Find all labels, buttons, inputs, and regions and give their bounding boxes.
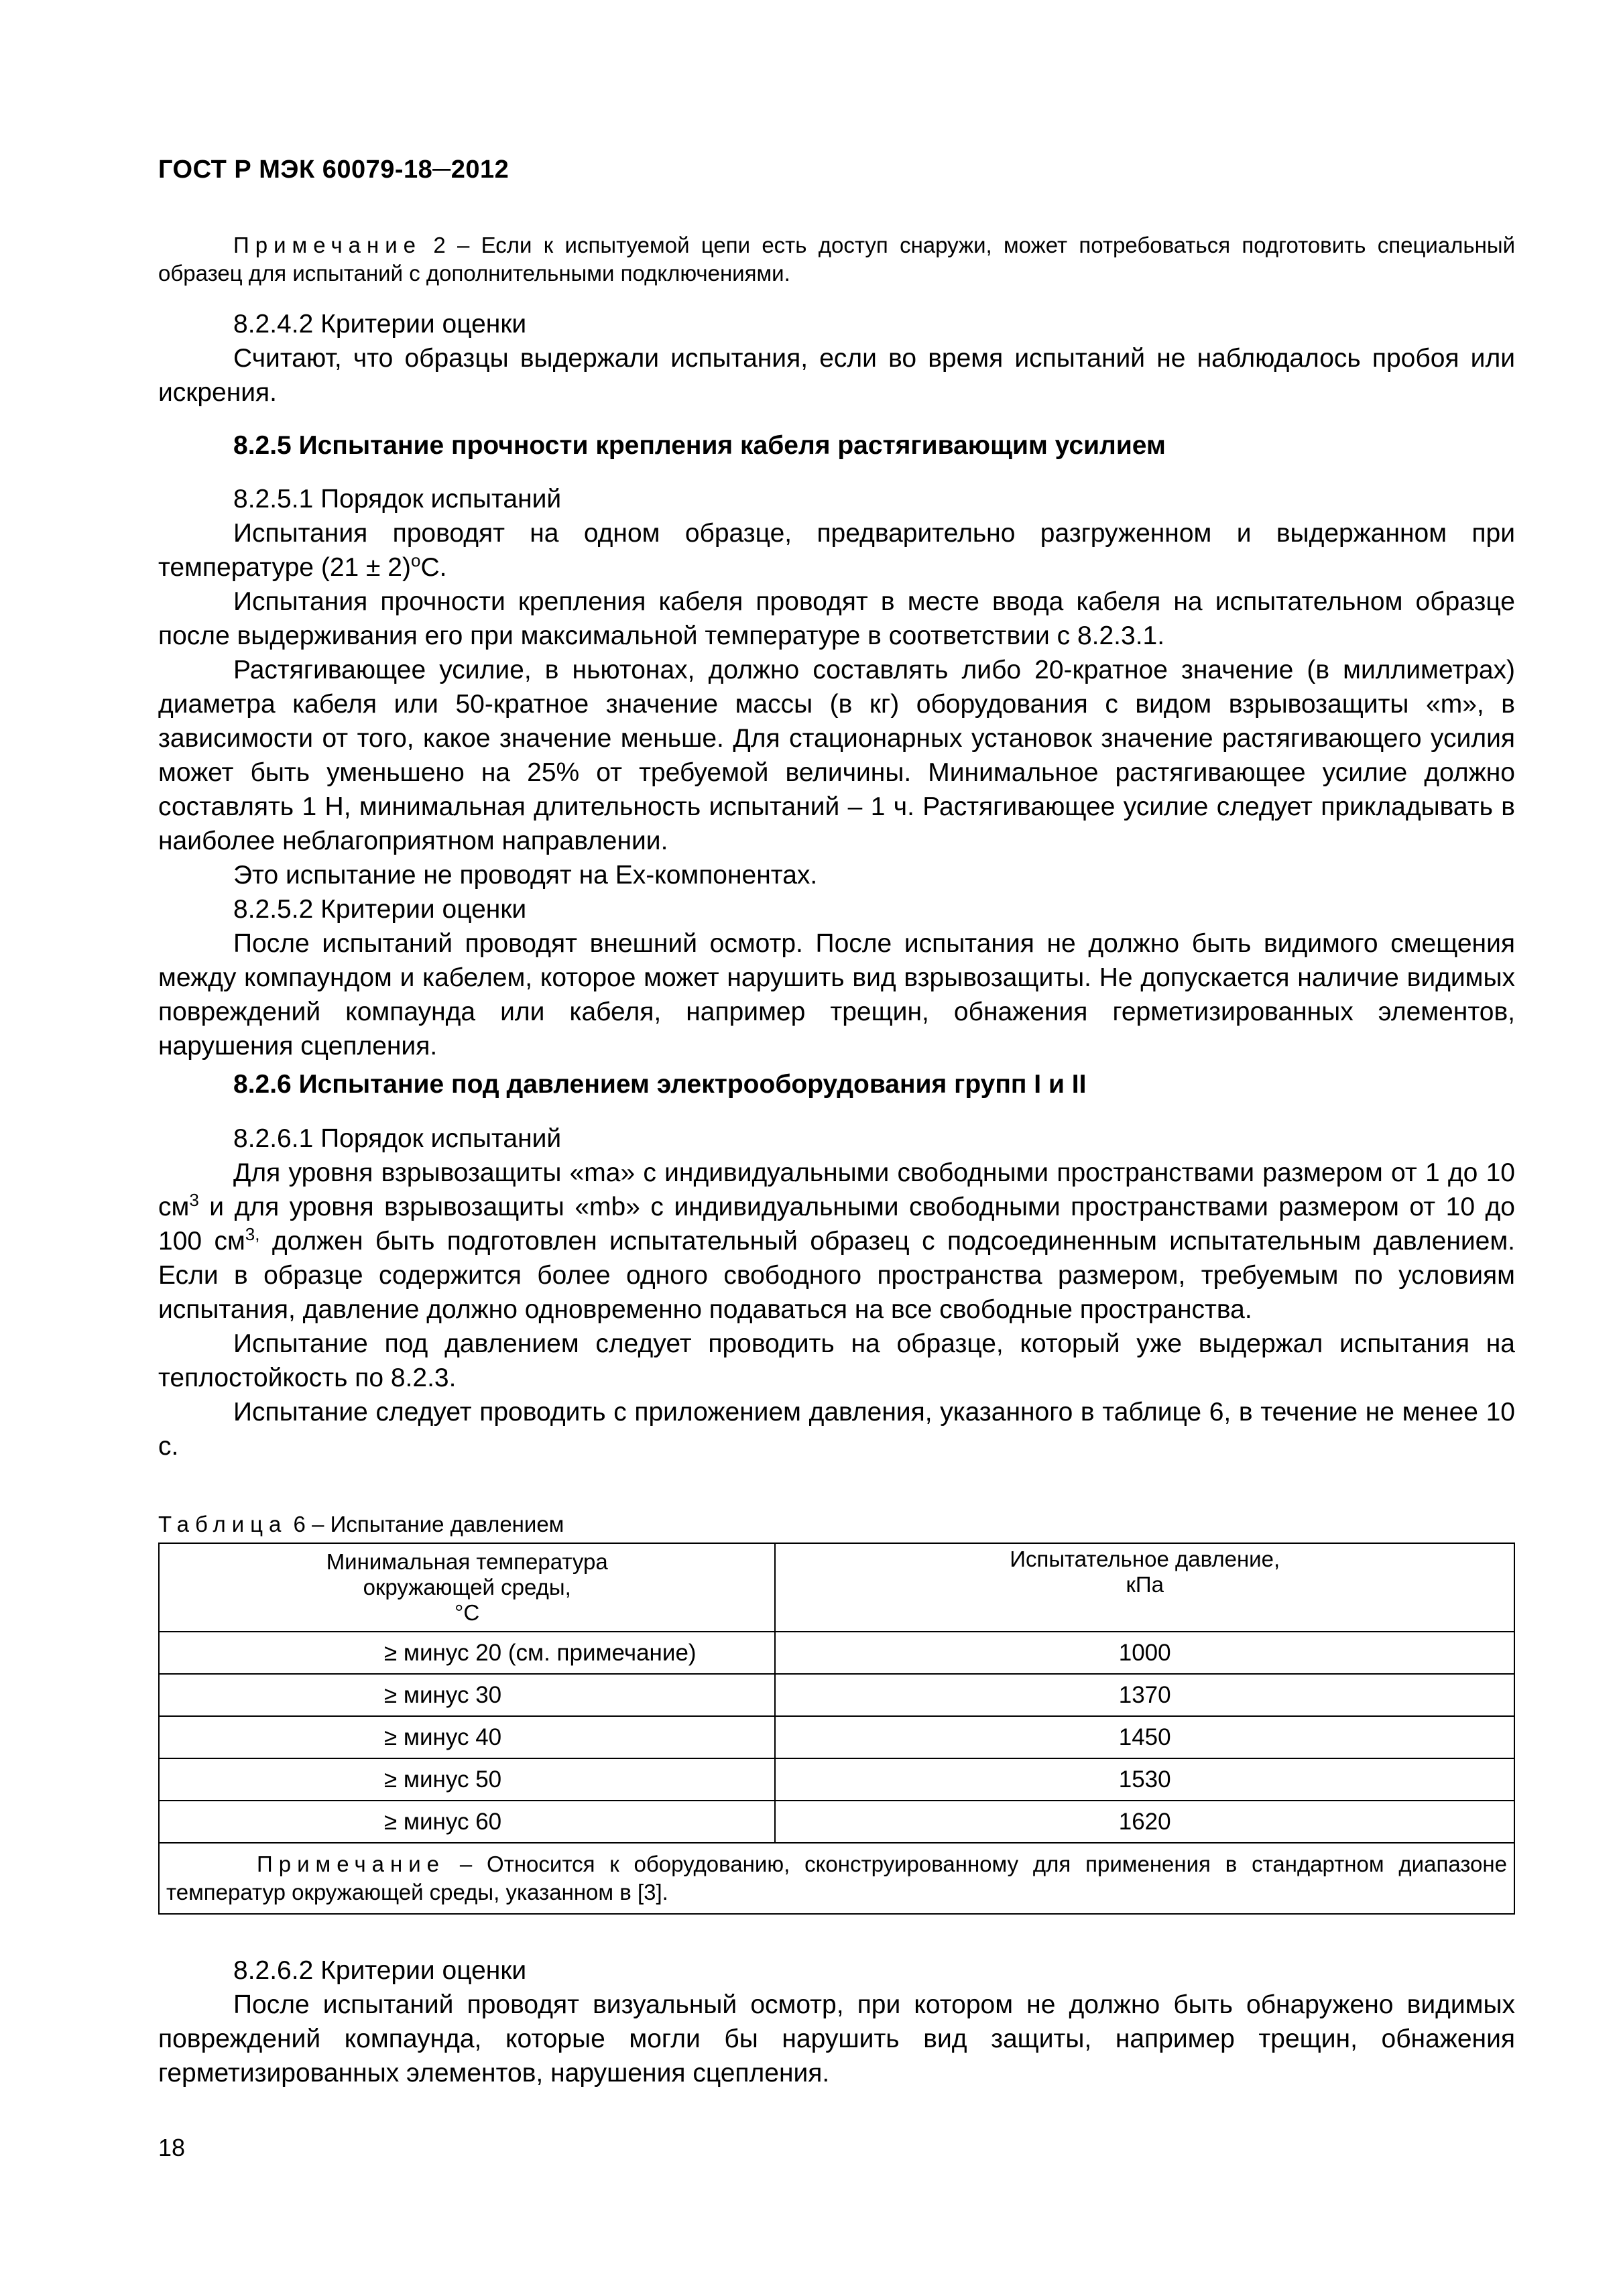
table-row: ≥ минус 40 1450: [159, 1716, 1514, 1758]
section-heading: 8.2.6 Испытание под давлением электрооборудования групп I и II: [233, 1070, 1087, 1099]
section-8-2-6-2: [158, 1953, 1515, 2090]
paragraph: Считают, что образцы выдержали испытания, если во время испытаний не наблюдалось пробоя или искрения.: [158, 344, 1515, 407]
paragraph: Испытания проводят на одном образце, предварительно разгруженном и выдержанном при температуре $(21 \pm 2)^оС$.: [158, 519, 1515, 582]
page-number: 18: [158, 2134, 186, 2161]
note-2: [158, 231, 1515, 288]
paragraph: Испытание следует проводить с приложением давления, указанного в таблице 6, в течение не менее 10 с.: [158, 1398, 1515, 1461]
subsection-heading: 8.2.5.1 Порядок испытаний: [233, 485, 562, 513]
subsection-heading: 8.2.6.2 Критерии оценки: [233, 1956, 527, 1985]
table-caption: Таблица 6 – Испытание давлением: [158, 1512, 564, 1536]
table-note: Примечание – Относится к оборудованию, сконструированному для применения в стандартном диапазоне температур окружающей среды, указанном в [3].: [159, 1843, 1514, 1914]
paragraph: После испытаний проводят визуальный осмотр, при котором не должно быть обнаружено видимых повреждений компаунда, которые могли бы нарушить вид защиты, например трещин, обнажения герметизированных элементов, нарушения сцепления.: [158, 1990, 1515, 2088]
paragraph: Для уровня взрывозащиты «ma» с индивидуальными свободными пространствами размером от 1 до 10 $см^3$ и для уровня взрывозащиты «mb» с индивидуальными свободными пространствами размером от 10 до 100 $см^{3,}$ должен быть подготовлен испытательный образец с подсоединенным испытательным давлением. Если в образце содержится более одного свободного пространства размером, требуемым по условиям испытания, давление должно одновременно подаваться на все свободные пространства.: [158, 1158, 1515, 1324]
table-header-row: [159, 1543, 1514, 1632]
table-row: ≥ минус 20 (см. примечание) 1000: [159, 1632, 1514, 1674]
paragraph: После испытаний проводят внешний осмотр. После испытания не должно быть видимого смещения между компаундом и кабелем, которое может нарушить вид взрывозащиты. Не допускается наличие видимых повреждений компаунда или кабеля, например трещин, обнажения герметизированных элементов, нарушения сцепления.: [158, 929, 1515, 1061]
column-header-pressure: Испытательное давление, кПа: [775, 1543, 1514, 1632]
section-8-2-4-2: [158, 307, 1515, 410]
note-text: 2 – Если к испытуемой цепи есть доступ снаружи, может потребоваться подготовить специальный образец для испытаний с дополнительными подключениями.: [158, 233, 1515, 286]
table-row: ≥ минус 30 1370: [159, 1674, 1514, 1716]
paragraph: Это испытание не проводят на Ex-компонентах.: [233, 861, 818, 890]
subsection-heading: 8.2.5.2 Критерии оценки: [233, 895, 527, 924]
table-note-row: [159, 1843, 1514, 1914]
section-8-2-5: [158, 428, 1515, 463]
section-heading: 8.2.4.2 Критерии оценки: [233, 310, 527, 339]
note-label: Примечание: [233, 233, 422, 257]
column-header-temperature: Минимальная температура окружающей среды, °С: [159, 1543, 775, 1632]
table-row: ≥ минус 60 1620: [159, 1801, 1514, 1843]
section-8-2-5-body: [158, 482, 1515, 1063]
paragraph: Растягивающее усилие, в ньютонах, должно составлять либо 20-кратное значение (в миллиметрах) диаметра кабеля или 50-кратное значение массы (в кг) оборудования с видом взрывозащиты «m», в зависимости от того, какое значение меньше. Для стационарных установок значение растягивающего усилия может быть уменьшено на 25% от требуемой величины. Минимальное растягивающее усилие должно составлять 1 Н, минимальная длительность испытаний – 1 ч. Растягивающее усилие следует прикладывать в наиболее неблагоприятном направлении.: [158, 656, 1515, 855]
section-8-2-6-body: [158, 1122, 1515, 1463]
section-heading: 8.2.5 Испытание прочности крепления кабеля растягивающим усилием: [233, 431, 1166, 460]
subsection-heading: 8.2.6.1 Порядок испытаний: [233, 1124, 562, 1153]
table-row: ≥ минус 50 1530: [159, 1758, 1514, 1801]
document-header: ГОСТ Р МЭК 60079-18─2012: [158, 156, 509, 184]
pressure-table: [158, 1543, 1515, 1915]
paragraph: Испытание под давлением следует проводить на образце, который уже выдержал испытания на теплостойкость по 8.2.3.: [158, 1329, 1515, 1392]
paragraph: Испытания прочности крепления кабеля проводят в месте ввода кабеля на испытательном образце после выдерживания его при максимальной температуре в соответствии с 8.2.3.1.: [158, 587, 1515, 650]
section-8-2-6: [158, 1067, 1515, 1101]
